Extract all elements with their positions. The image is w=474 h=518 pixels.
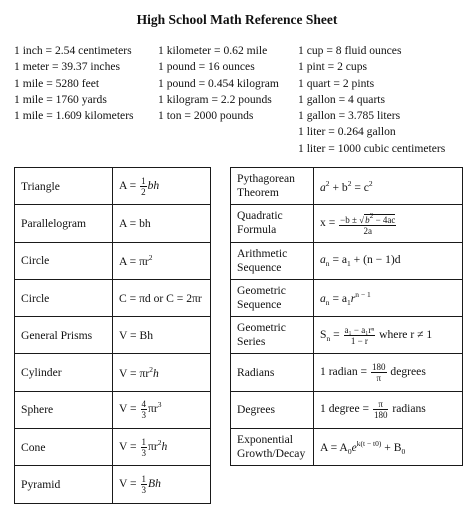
table-row bbox=[15, 466, 211, 503]
table-row bbox=[15, 168, 211, 205]
table-row bbox=[15, 242, 211, 279]
formula-circle-circumference: C = πd or C = 2πr bbox=[113, 279, 211, 316]
formula-name: Circle bbox=[15, 242, 113, 279]
table-row bbox=[15, 317, 211, 354]
formula-name: Pyramid bbox=[15, 466, 113, 503]
formula-cylinder: $V = \pi r^2h$ bbox=[113, 354, 211, 391]
formula-cone: V = $\frac{1}{3}$ $\pi r^2h$ bbox=[113, 429, 211, 466]
conversion-item: 1 kilometer = 0.62 mile bbox=[158, 44, 268, 57]
conversion-item: 1 mile = 1760 yards bbox=[14, 92, 107, 106]
conversion-item: 1 cup = 8 fluid ounces bbox=[298, 44, 402, 57]
table-row bbox=[231, 354, 463, 391]
table-row bbox=[231, 279, 463, 316]
volume-conversions bbox=[298, 43, 445, 157]
formula-pythagorean: $a^2 + b^2 = c^2$ bbox=[314, 168, 463, 205]
table-row bbox=[15, 354, 211, 391]
table-row bbox=[15, 279, 211, 316]
formula-degrees: 1 degree = $\frac{\pi}{180}$ radians bbox=[314, 391, 463, 428]
table-row bbox=[231, 429, 463, 466]
formula-name: Degrees bbox=[231, 391, 314, 428]
formula-name: Geometric Sequence bbox=[231, 279, 314, 316]
table-row bbox=[231, 168, 463, 205]
formula-name: Parallelogram bbox=[15, 205, 113, 242]
table-row bbox=[15, 391, 211, 428]
table-row bbox=[15, 205, 211, 242]
formula-series: $S_n$ = $\frac{\text{a₁ − a₁rⁿ}}{1 - r}$ where r ≠ 1 bbox=[314, 317, 463, 354]
conversion-item: 1 mile = 1.609 kilometers bbox=[14, 109, 134, 123]
formula-triangle: A = $\frac{1}{2}$ bh bbox=[113, 168, 211, 205]
conversion-item: 1 pound = 0.454 kilogram bbox=[158, 76, 279, 90]
length-conversions bbox=[14, 43, 134, 124]
formula-name: Radians bbox=[231, 354, 314, 391]
formula-name: Pythagorean Theorem bbox=[231, 168, 314, 205]
table-row bbox=[231, 242, 463, 279]
page-title: High School Math Reference Sheet bbox=[136, 12, 338, 27]
formula-prism: V = Bh bbox=[113, 317, 211, 354]
formula-geometric: $a_n = a_1r^{n - 1}$ bbox=[314, 279, 463, 316]
table-row bbox=[15, 429, 211, 466]
formula-name: Cylinder bbox=[15, 354, 113, 391]
table-row bbox=[231, 391, 463, 428]
formula-parallelogram: A = bh bbox=[113, 205, 211, 242]
formula-name: Quadratic Formula bbox=[231, 205, 314, 242]
formula-radians: 1 radian = $\frac{180}{\pi}$ degrees bbox=[314, 354, 463, 391]
mass-conversions bbox=[158, 43, 279, 124]
formula-name: General Prisms bbox=[15, 317, 113, 354]
formula-arithmetic: $a_n = a_1 + (n - 1)d$ bbox=[314, 242, 463, 279]
formula-name: Geometric Series bbox=[231, 317, 314, 354]
formula-name: Sphere bbox=[15, 391, 113, 428]
algebra-formula-table bbox=[230, 167, 463, 466]
geometry-formula-table bbox=[14, 167, 211, 504]
conversion-item: 1 gallon = 3.785 liters bbox=[298, 109, 401, 123]
conversion-item: 1 ton = 2000 pounds bbox=[158, 109, 254, 123]
formula-pyramid: V = $\frac{1}{3}$ Bh bbox=[113, 466, 211, 503]
formula-name: Circle bbox=[15, 279, 113, 316]
formula-circle-area: $A = \pi r^2$ bbox=[113, 242, 211, 279]
formula-name: Triangle bbox=[15, 168, 113, 205]
formula-name: Exponential Growth/Decay bbox=[231, 429, 314, 466]
conversion-item: 1 gallon = 4 quarts bbox=[298, 92, 386, 106]
conversion-item: 1 quart = 2 pints bbox=[298, 76, 375, 90]
formula-name: Cone bbox=[15, 429, 113, 466]
conversion-item: 1 mile = 5280 feet bbox=[14, 76, 100, 90]
formula-quadratic: x = $\frac{-b \pm √b^2 - 4ac}{2a}$ bbox=[314, 205, 463, 242]
conversion-item: 1 pound = 16 ounces bbox=[158, 60, 255, 74]
conversion-item: 1 meter = 39.37 inches bbox=[14, 60, 121, 74]
conversion-item: 1 pint = 2 cups bbox=[298, 60, 368, 74]
conversion-item: 1 liter = 1000 cubic centimeters bbox=[298, 141, 446, 155]
table-row bbox=[231, 317, 463, 354]
conversion-item: 1 liter = 0.264 gallon bbox=[298, 125, 396, 139]
conversion-item: 1 inch = 2.54 centimeters bbox=[14, 44, 132, 57]
formula-name: Arithmetic Sequence bbox=[231, 242, 314, 279]
table-row bbox=[231, 205, 463, 242]
conversion-item: 1 kilogram = 2.2 pounds bbox=[158, 92, 272, 106]
formula-sphere: V = $\frac{4}{3}$ $\pi r^3$ bbox=[113, 391, 211, 428]
formula-exponential: $A = A_0e^{k(t - t0)} + B_0$ bbox=[314, 429, 463, 466]
